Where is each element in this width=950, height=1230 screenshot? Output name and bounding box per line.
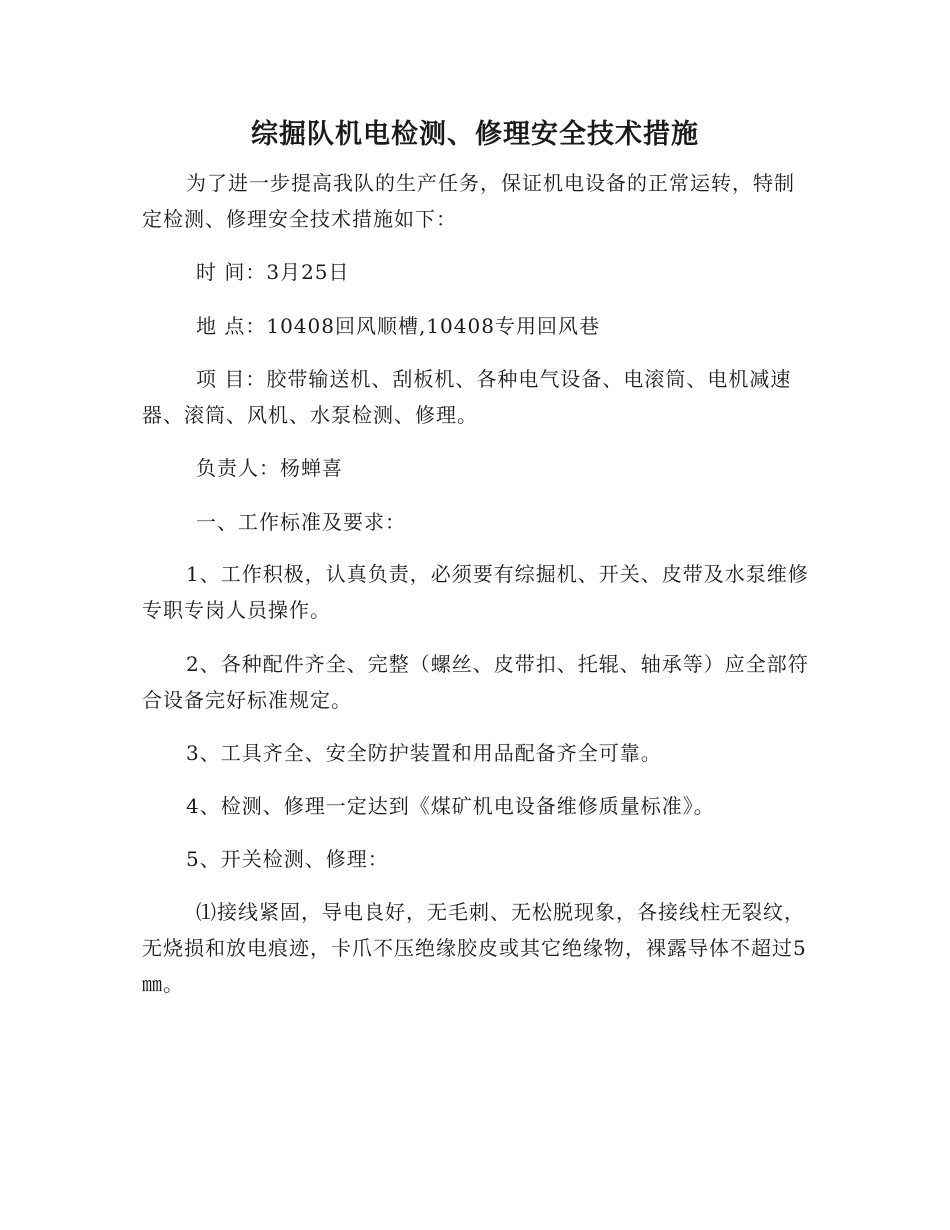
requirement-item-5: 5、开关检测、修理：: [186, 847, 389, 871]
document-title: 综掘队机电检测、修理安全技术措施: [251, 119, 699, 150]
responsible-line: 负责人：杨蝉喜: [196, 456, 343, 480]
project-paragraph: 项 目：胶带输送机、刮板机、各种电气设备、电滚筒、电机减速器、滚筒、风机、水泵检测、修理。: [142, 367, 792, 427]
requirement-item-5-sub-1: ⑴接线紧固，导电良好，无毛刺、无松脱现象，各接线柱无裂纹，无烧损和放电痕迹，卡爪不压绝缘胶皮或其它绝缘物，裸露导体不超过5㎜。: [142, 900, 807, 996]
section-heading: 一、工作标准及要求：: [196, 510, 406, 534]
location-line: 地 点：10408回风顺槽,10408专用回风巷: [196, 314, 600, 338]
requirement-item-1: 1、工作积极，认真负责，必须要有综掘机、开关、皮带及水泵维修专职专岗人员操作。: [142, 562, 809, 622]
requirement-item-4: 4、检测、修理一定达到《煤矿机电设备维修质量标准》。: [186, 794, 715, 818]
requirement-item-3: 3、工具齐全、安全防护装置和用品配备齐全可靠。: [186, 741, 662, 765]
time-line: 时 间：3月25日: [196, 260, 350, 284]
requirement-item-2: 2、各种配件齐全、完整（螺丝、皮带扣、托辊、轴承等）应全部符合设备完好标准规定。: [142, 652, 809, 712]
intro-paragraph: 为了进一步提高我队的生产任务，保证机电设备的正常运转，特制定检测、修理安全技术措施如下：: [142, 171, 795, 231]
